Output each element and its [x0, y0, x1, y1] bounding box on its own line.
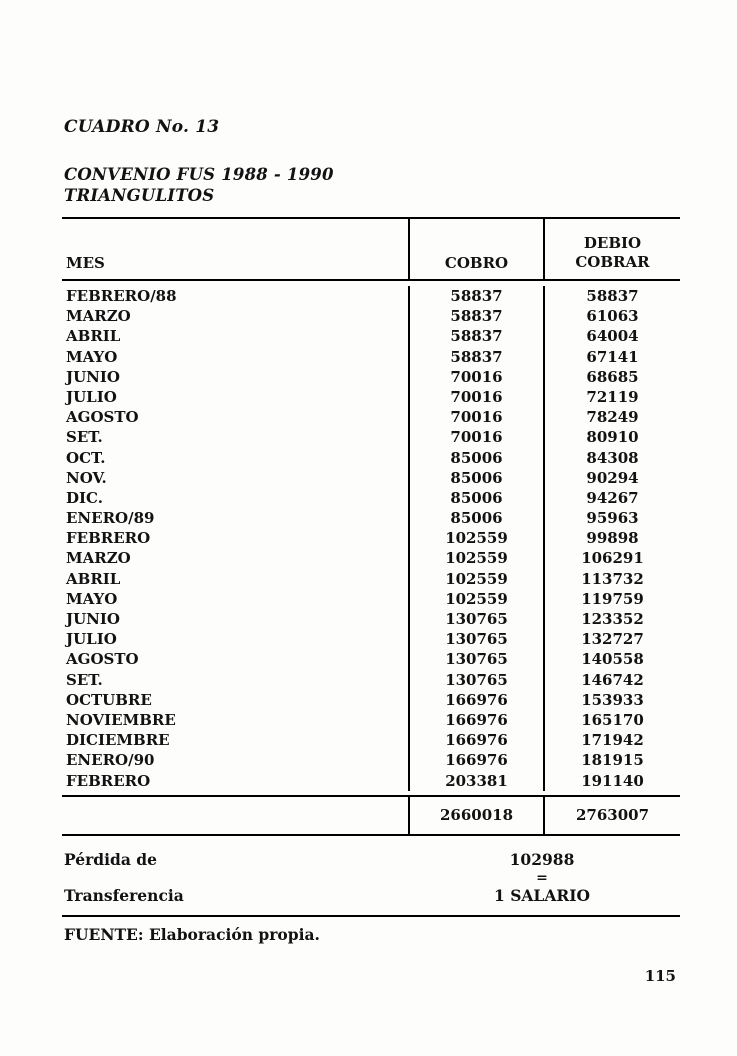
debio-cobrar-cell: 94267 — [543, 488, 680, 508]
table-row — [62, 286, 680, 306]
table-row — [62, 407, 680, 427]
transferencia-label: Transferencia — [64, 885, 184, 905]
table-totals-row — [62, 795, 680, 834]
cobro-cell: 130765 — [408, 609, 543, 629]
table-row — [62, 387, 680, 407]
table-row — [62, 629, 680, 649]
table-header-row — [62, 219, 680, 281]
debio-cobrar-cell: 132727 — [543, 629, 680, 649]
cobro-cell: 58837 — [408, 347, 543, 367]
bottom-rule — [62, 915, 680, 917]
month-cell: ABRIL — [66, 569, 121, 588]
perdida-label: Pérdida de — [64, 849, 157, 869]
cobro-cell: 102559 — [408, 569, 543, 589]
perdida-value: 102988 — [509, 849, 575, 869]
debio-cobrar-cell: 61063 — [543, 306, 680, 326]
debio-cobrar-cell: 78249 — [543, 407, 680, 427]
table-row — [62, 609, 680, 629]
cobro-cell: 166976 — [408, 750, 543, 770]
month-cell: AGOSTO — [66, 650, 139, 669]
debio-cobrar-cell: 67141 — [543, 347, 680, 367]
month-cell: NOVIEMBRE — [66, 710, 176, 729]
cobro-cell: 85006 — [408, 448, 543, 468]
summary-section — [62, 850, 680, 917]
month-cell: SET. — [66, 670, 103, 689]
month-cell: MARZO — [66, 549, 131, 568]
table-row — [62, 548, 680, 568]
cobro-cell: 70016 — [408, 367, 543, 387]
month-cell: FEBRERO — [66, 771, 151, 790]
debio-cobrar-cell: 72119 — [543, 387, 680, 407]
table-row — [62, 730, 680, 750]
cobro-cell: 58837 — [408, 326, 543, 346]
cobro-cell: 85006 — [408, 508, 543, 528]
column-header-debio-cobrar — [543, 219, 680, 279]
table-row — [62, 771, 680, 791]
column-header-cobro: COBRO — [408, 219, 543, 279]
table-row — [62, 488, 680, 508]
month-cell: MAYO — [66, 347, 118, 366]
cobro-cell: 130765 — [408, 649, 543, 669]
subtitle-line-1: CONVENIO FUS 1988 - 1990 — [64, 165, 334, 184]
data-table — [62, 217, 680, 836]
cobro-cell: 58837 — [408, 286, 543, 306]
cobro-cell: 130765 — [408, 670, 543, 690]
month-cell: ENERO/89 — [66, 509, 155, 528]
equals-row — [62, 869, 680, 886]
cobro-cell: 85006 — [408, 468, 543, 488]
table-row — [62, 326, 680, 346]
subtitle-line-2: TRIANGULITOS — [64, 186, 215, 205]
debio-cobrar-cell: 181915 — [543, 750, 680, 770]
totals-debio-cobrar: 2763007 — [543, 797, 680, 834]
cobro-cell: 166976 — [408, 730, 543, 750]
debio-cobrar-cell: 64004 — [543, 326, 680, 346]
transferencia-row — [62, 886, 680, 908]
debio-cobrar-line-2: COBRAR — [575, 253, 650, 271]
cobro-cell: 102559 — [408, 589, 543, 609]
cobro-cell: 130765 — [408, 629, 543, 649]
cobro-cell: 70016 — [408, 427, 543, 447]
table-body — [62, 281, 680, 795]
cobro-cell: 70016 — [408, 387, 543, 407]
table-row — [62, 690, 680, 710]
debio-cobrar-cell: 95963 — [543, 508, 680, 528]
month-cell: FEBRERO/88 — [66, 287, 177, 305]
month-cell: OCTUBRE — [66, 690, 152, 709]
cobro-cell: 58837 — [408, 306, 543, 326]
table-row — [62, 528, 680, 548]
debio-cobrar-cell: 90294 — [543, 468, 680, 488]
page-title: CUADRO No. 13 — [64, 117, 220, 137]
table-row — [62, 306, 680, 326]
transferencia-value: 1 SALARIO — [494, 885, 590, 905]
month-cell: AGOSTO — [66, 408, 139, 427]
debio-cobrar-cell: 119759 — [543, 589, 680, 609]
month-cell: OCT. — [66, 448, 106, 467]
cobro-cell: 102559 — [408, 548, 543, 568]
cobro-cell: 70016 — [408, 407, 543, 427]
month-cell: JUNIO — [66, 367, 120, 386]
month-cell: ABRIL — [66, 327, 121, 346]
cobro-cell: 166976 — [408, 690, 543, 710]
debio-cobrar-cell: 58837 — [543, 286, 680, 306]
table-row — [62, 649, 680, 669]
debio-cobrar-cell: 106291 — [543, 548, 680, 568]
cobro-cell: 85006 — [408, 488, 543, 508]
month-cell: FEBRERO — [66, 529, 151, 548]
page-subtitle — [62, 164, 680, 206]
cobro-cell: 166976 — [408, 710, 543, 730]
month-cell: NOV. — [66, 468, 107, 487]
table-row — [62, 367, 680, 387]
table-row — [62, 750, 680, 770]
table-row — [62, 427, 680, 447]
cobro-cell: 203381 — [408, 771, 543, 791]
table-row — [62, 468, 680, 488]
debio-cobrar-cell: 191140 — [543, 771, 680, 791]
debio-cobrar-cell: 171942 — [543, 730, 680, 750]
table-row — [62, 670, 680, 690]
table-row — [62, 448, 680, 468]
cobro-cell: 102559 — [408, 528, 543, 548]
debio-cobrar-cell: 153933 — [543, 690, 680, 710]
equals-sign: = — [536, 869, 548, 886]
table-row — [62, 710, 680, 730]
page-number: 115 — [644, 966, 676, 985]
month-cell: JUNIO — [66, 610, 120, 628]
month-cell: JULIO — [66, 630, 117, 649]
perdida-row — [62, 850, 680, 872]
debio-cobrar-cell: 140558 — [543, 649, 680, 669]
month-cell: DICIEMBRE — [66, 731, 170, 750]
month-cell: MARZO — [66, 307, 131, 326]
totals-empty-cell — [62, 797, 408, 834]
month-cell: SET. — [66, 428, 103, 447]
table-row — [62, 569, 680, 589]
debio-cobrar-cell: 113732 — [543, 569, 680, 589]
debio-cobrar-cell: 146742 — [543, 670, 680, 690]
table-row — [62, 589, 680, 609]
table-row — [62, 508, 680, 528]
totals-cobro: 2660018 — [408, 797, 543, 834]
debio-cobrar-cell: 68685 — [543, 367, 680, 387]
debio-cobrar-cell: 99898 — [543, 528, 680, 548]
debio-cobrar-line-1: DEBIO — [583, 234, 642, 252]
debio-cobrar-cell: 80910 — [543, 427, 680, 447]
source-note: FUENTE: Elaboración propia. — [64, 924, 320, 944]
table-row — [62, 347, 680, 367]
month-cell: DIC. — [66, 488, 103, 507]
debio-cobrar-cell: 84308 — [543, 448, 680, 468]
month-cell: MAYO — [66, 589, 118, 608]
month-cell: ENERO/90 — [66, 751, 155, 770]
debio-cobrar-cell: 123352 — [543, 609, 680, 629]
debio-cobrar-cell: 165170 — [543, 710, 680, 730]
month-cell: JULIO — [66, 387, 117, 406]
column-header-mes: MES — [66, 254, 105, 272]
